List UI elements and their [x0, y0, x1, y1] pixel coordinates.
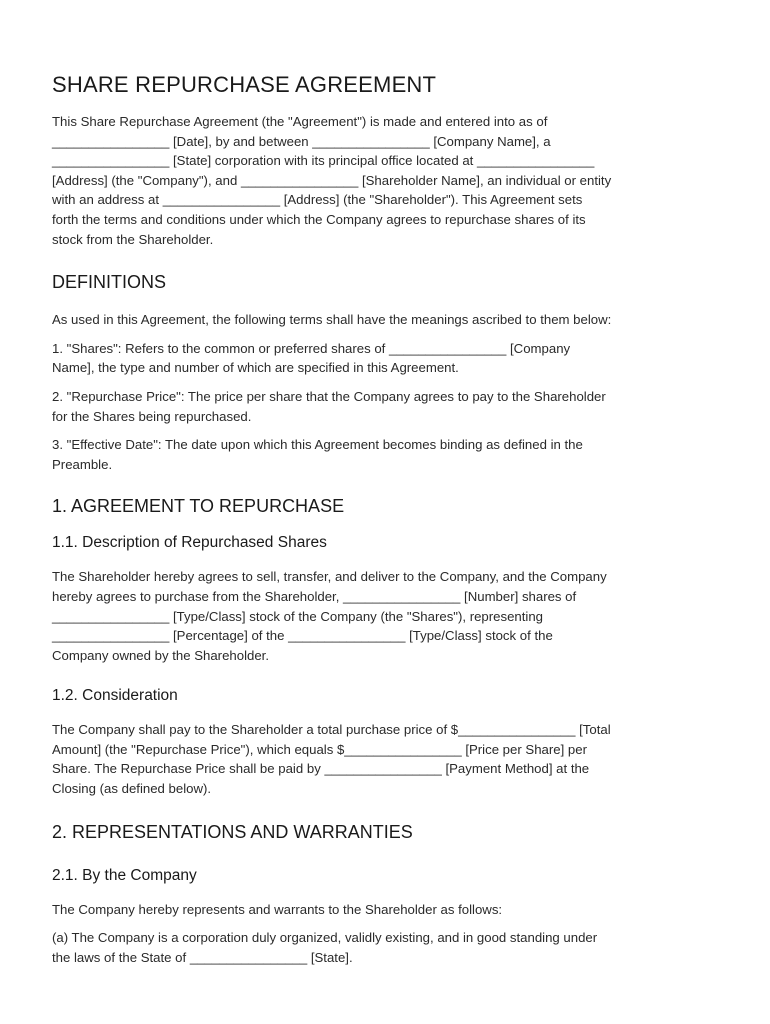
paragraph-line: Amount] (the "Repurchase Price"), which equals $________________ [Price per Share] per	[52, 741, 587, 757]
section-2-1-item-a	[52, 928, 718, 967]
section-2-heading: 2. REPRESENTATIONS AND WARRANTIES	[52, 821, 413, 842]
paragraph-line: Closing (as defined below).	[52, 781, 212, 797]
intro-line: [Address] (the "Company"), and ________________ [Shareholder Name], an individual or entity	[52, 172, 612, 188]
paragraph-line: Company owned by the Shareholder.	[52, 647, 270, 663]
paragraph-line: The Company shall pay to the Shareholder a total purchase price of $________________ [Total	[52, 722, 611, 738]
definition-line: 2. "Repurchase Price": The price per share that the Company agrees to pay to the Shareholder	[52, 388, 606, 404]
section-1-1-paragraph	[52, 567, 718, 665]
paragraph-line: ________________ [Percentage] of the ________________ [Type/Class] stock of the	[52, 628, 553, 644]
paragraph-line: (a) The Company is a corporation duly organized, validly existing, and in good standing under	[52, 930, 598, 946]
definition-line: 1. "Shares": Refers to the common or preferred shares of ________________ [Company	[52, 340, 571, 356]
intro-line: with an address at ________________ [Address] (the "Shareholder"). This Agreement sets	[52, 192, 583, 208]
paragraph-line: the laws of the State of ________________ [State].	[52, 949, 353, 965]
intro-paragraph	[52, 112, 718, 249]
section-1-2-heading: 1.2. Consideration	[52, 687, 178, 705]
intro-line: stock from the Shareholder.	[52, 231, 214, 247]
intro-line: ________________ [Date], by and between ________________ [Company Name], a	[52, 133, 551, 149]
definition-line: Preamble.	[52, 456, 113, 472]
definitions-heading: DEFINITIONS	[52, 272, 167, 293]
section-1-2-paragraph	[52, 720, 718, 798]
definition-line: for the Shares being repurchased.	[52, 408, 252, 424]
definition-line: Name], the type and number of which are specified in this Agreement.	[52, 360, 459, 376]
paragraph-line: Share. The Repurchase Price shall be paid by ________________ [Payment Method] at the	[52, 761, 590, 777]
section-1-1-heading: 1.1. Description of Repurchased Shares	[52, 534, 327, 552]
section-2-1-heading: 2.1. By the Company	[52, 866, 197, 884]
paragraph-line: The Shareholder hereby agrees to sell, transfer, and deliver to the Company, and the Company	[52, 569, 607, 585]
section-2-1-lead: The Company hereby represents and warrants to the Shareholder as follows:	[52, 901, 503, 917]
paragraph-line: ________________ [Type/Class] stock of the Company (the "Shares"), representing	[52, 608, 544, 624]
definition-line: 3. "Effective Date": The date upon which this Agreement becomes binding as defined in the	[52, 437, 583, 453]
definition-item	[52, 339, 718, 378]
section-1-heading: 1. AGREEMENT TO REPURCHASE	[52, 496, 345, 517]
intro-line: This Share Repurchase Agreement (the "Agreement") is made and entered into as of	[52, 114, 548, 129]
intro-line: ________________ [State] corporation with its principal office located at ________________	[52, 153, 595, 169]
paragraph-line: hereby agrees to purchase from the Shareholder, ________________ [Number] shares of	[52, 588, 577, 604]
intro-line: forth the terms and conditions under which the Company agrees to repurchase shares of its	[52, 211, 586, 227]
definition-item	[52, 435, 718, 474]
definitions-lead: As used in this Agreement, the following terms shall have the meanings ascribed to them below:	[52, 312, 612, 328]
document-title: SHARE REPURCHASE AGREEMENT	[52, 72, 437, 97]
definition-item	[52, 387, 718, 426]
